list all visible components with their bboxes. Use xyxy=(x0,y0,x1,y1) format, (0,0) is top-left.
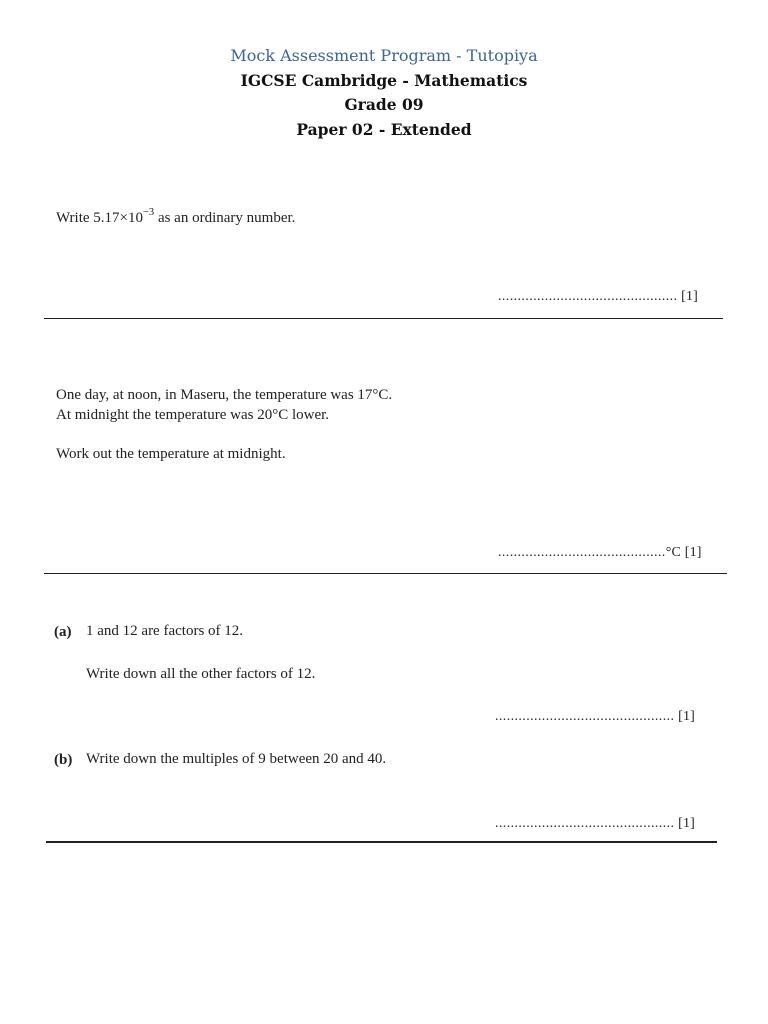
paper-label: Paper 02 - Extended xyxy=(296,120,472,139)
program-title: Mock Assessment Program - Tutopiya xyxy=(230,46,538,65)
question-1-answer-line[interactable] xyxy=(498,289,698,305)
question-3a-answer-line[interactable] xyxy=(495,709,695,725)
unit-label: °C xyxy=(665,545,682,560)
answer-dots: .............................................. xyxy=(498,289,678,304)
question-1-text-after: as an ordinary number. xyxy=(154,210,296,226)
answer-dots: .............................................. xyxy=(495,816,675,831)
marks-label: [1] xyxy=(681,289,699,304)
section-divider xyxy=(46,841,717,843)
part-b-label: (b) xyxy=(54,752,73,768)
grade-label: Grade 09 xyxy=(344,95,424,114)
question-2-answer-line[interactable] xyxy=(498,545,702,561)
question-2-line-2: At midnight the temperature was 20°C lower. xyxy=(56,407,330,423)
question-3a-line-1: 1 and 12 are factors of 12. xyxy=(86,623,244,639)
section-divider xyxy=(44,318,723,319)
question-2-line-1: One day, at noon, in Maseru, the temperature was 17°C. xyxy=(56,387,393,403)
question-3b-line-1: Write down the multiples of 9 between 20 and 40. xyxy=(86,751,387,767)
marks-label: [1] xyxy=(684,545,702,560)
question-2-line-3: Work out the temperature at midnight. xyxy=(56,446,286,462)
exam-board: IGCSE Cambridge - Mathematics xyxy=(240,71,528,90)
question-1-text-before: Write 5.17×10 xyxy=(56,210,144,226)
marks-label: [1] xyxy=(678,709,696,724)
marks-label: [1] xyxy=(678,816,696,831)
question-1-text xyxy=(56,207,296,227)
answer-dots: ........................................... xyxy=(498,545,666,560)
question-3b-answer-line[interactable] xyxy=(495,816,695,832)
section-divider xyxy=(44,573,727,574)
question-1-exponent: −3 xyxy=(143,207,155,218)
part-a-label: (a) xyxy=(54,624,72,640)
question-3a-line-2: Write down all the other factors of 12. xyxy=(86,666,316,682)
answer-dots: .............................................. xyxy=(495,709,675,724)
